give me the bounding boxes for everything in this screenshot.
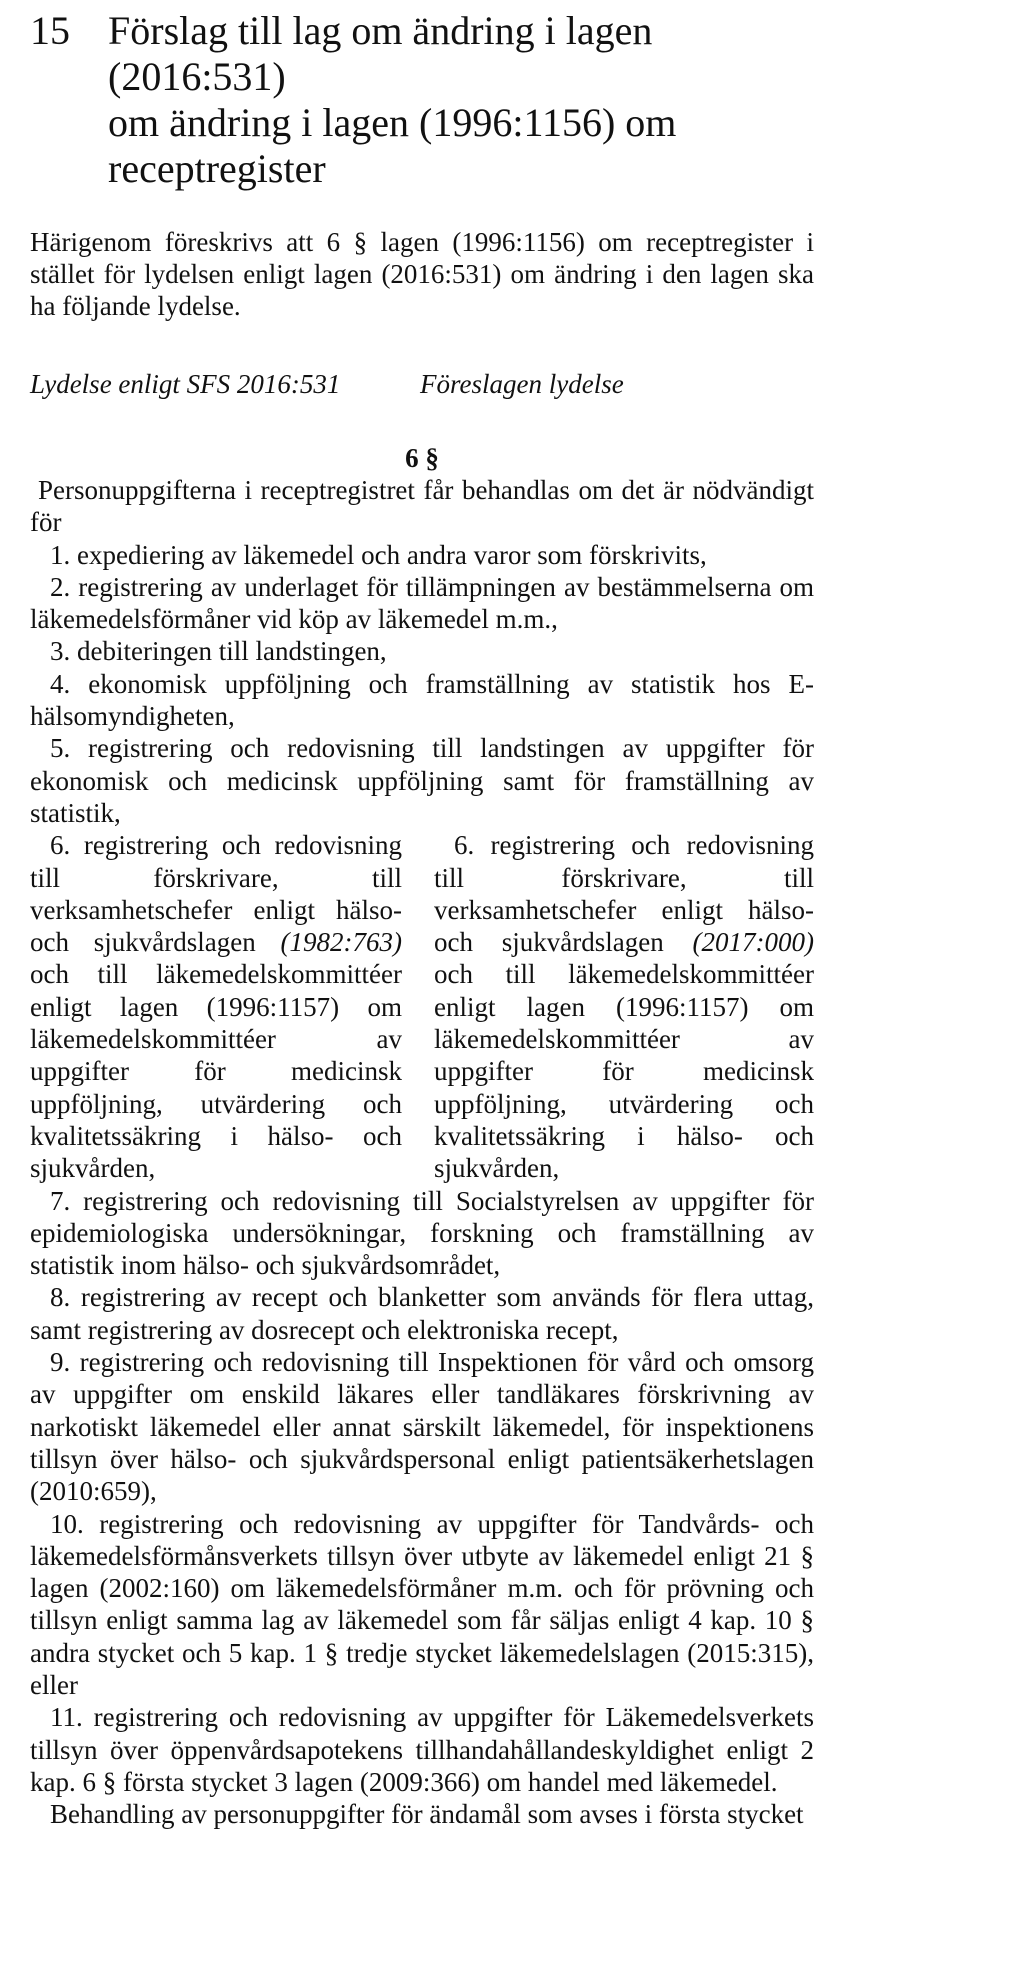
intro-paragraph: Härigenom föreskrivs att 6 § lagen (1996:1156) om receptregister i stället för lydelsen enligt lagen (2016:531) om ändring i den lagen ska ha följande lydelse. [30,227,814,321]
list-item: 9. registrering och redovisning till Inspektionen för vård och omsorg av uppgifter om enskild läkares eller tandläkares förskrivning av narkotiskt läkemedel eller annat särskilt läkemedel, för inspektionens tillsyn över hälso- och sjukvårdspersonal enligt patientsäkerhetslagen (2010:659), [30,1347,814,1507]
list-item: 7. registrering och redovisning till Socialstyrelsen av uppgifter för epidemiologiska undersökningar, forskning och framställning av statistik inom hälso- och sjukvårdsområdet, [30,1185,814,1281]
list-item: 10. registrering och redovisning av uppgifter för Tandvårds- och läkemedelsförmånsverkets tillsyn över utbyte av läkemedel enligt 21 § lagen (2002:160) om läkemedelsförmåner m.m. och för prövning och tillsyn enligt samma lag av läkemedel som får säljas enligt 4 kap. 10 § andra stycket och 5 kap. 1 § tredje stycket läkemedelslagen (2015:315), eller [30,1508,814,1700]
item-6-current-pre: 6. registrering och redovisning till förskrivare, till verksamhetschefer enligt hälso- och sjukvårdslagen [30,830,402,958]
item-6-proposed-law-ref: (2017:000) [692,927,814,958]
list-item: 3. debiteringen till landstingen, [50,636,387,667]
list-item: 5. registrering och redovisning till landstingen av uppgifter för ekonomisk och medicinsk uppföljning samt för framställning av statistik, [30,733,814,828]
current-wording-header: Lydelse enligt SFS 2016:531 [30,369,341,399]
item-6-proposed-pre: 6. registrering och redovisning till förskrivare, till verksamhetschefer enligt hälso- och sjukvårdslagen [434,830,814,958]
section-number: 15 [30,8,70,53]
item-6-current-wording [30,829,402,1184]
title-line: Förslag till lag om ändring i lagen (2016:531) [108,8,653,99]
item-6-proposed-post: och till läkemedelskommittéer enligt lagen (1996:1157) om läkemedelskommittéer av uppgifter för medicinsk uppföljning, utvärdering och kvalitetssäkring i hälso- och sjukvården, [434,959,814,1184]
section-heading [30,8,814,192]
proposed-wording-header: Föreslagen lydelse [420,369,624,399]
item-6-current-post: och till läkemedelskommittéer enligt lagen (1996:1157) om läkemedelskommittéer av uppgifter för medicinsk uppföljning, utvärdering och kvalitetssäkring i hälso- och sjukvården, [30,959,402,1184]
item-6-current-text [30,829,402,1184]
item-6-comparison [30,829,814,1184]
item-6-proposed-wording [434,829,814,1184]
list-item: 1. expediering av läkemedel och andra varor som förskrivits, [50,539,707,570]
list-item: 2. registrering av underlaget för tillämpningen av bestämmelserna om läkemedelsförmåner vid köp av läkemedel m.m., [30,571,814,635]
item-6-proposed-text [434,829,814,1184]
lead-paragraph: Personuppgifterna i receptregistret får behandlas om det är nödvändigt för [30,475,814,538]
closing-paragraph: Behandling av personuppgifter för ändamål som avses i första stycket [50,1799,804,1830]
list-item: 11. registrering och redovisning av uppgifter för Läkemedelsverkets tillsyn över öppenvårdsapotekens tillhandahållandeskyldighet enligt 2 kap. 6 § första stycket 3 lagen (2009:366) om handel med läkemedel. [30,1702,814,1797]
list-item: 8. registrering av recept och blanketter som används för flera uttag, samt registrering av dosrecept och elektroniska recept, [30,1282,814,1345]
paragraph-sign: 6 § [405,443,439,473]
column-headers [30,368,814,400]
section-title [108,8,814,192]
list-item: 4. ekonomisk uppföljning och framställning av statistik hos E-hälsomyndigheten, [30,668,814,732]
title-line: om ändring i lagen (1996:1156) om [108,100,677,145]
item-6-current-law-ref: (1982:763) [280,927,402,958]
title-line: receptregister [108,146,326,191]
